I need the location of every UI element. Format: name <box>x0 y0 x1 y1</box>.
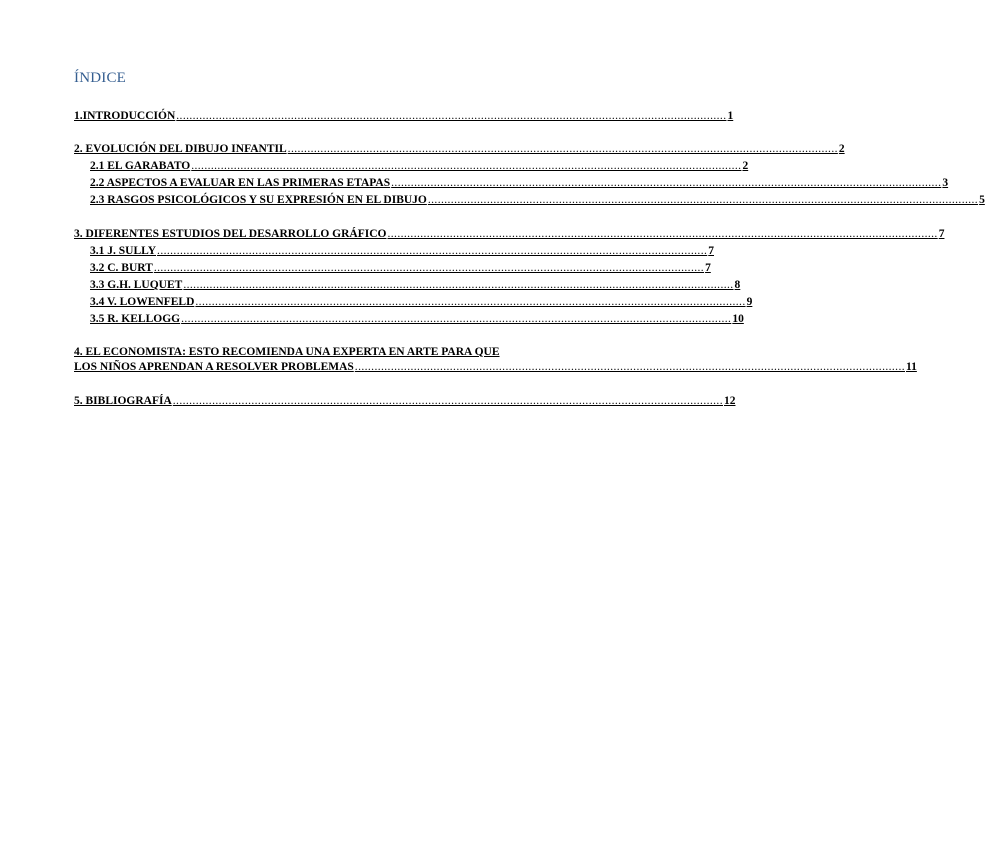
toc-entry-lowenfeld[interactable] <box>90 295 753 309</box>
toc-entry-label-line1: 4. EL ECONOMISTA: ESTO RECOMIENDA UNA EXPERTA EN ARTE PARA QUE <box>74 346 500 358</box>
toc-entry-label: 2.1 EL GARABATO <box>90 160 191 172</box>
dot-leader: ........................................................................................................................................................................ <box>172 395 723 407</box>
toc-page-number: 7 <box>705 262 711 274</box>
toc-entry-kellogg[interactable] <box>90 312 744 326</box>
toc-entry-sully[interactable] <box>90 244 714 258</box>
toc-entry-label: 3.5 R. KELLOGG <box>90 313 181 325</box>
toc-entry-diferentes-estudios[interactable] <box>74 227 945 241</box>
toc-entry-luquet[interactable] <box>90 278 741 292</box>
toc-entry-label: 3.2 C. BURT <box>90 262 153 274</box>
dot-leader: ........................................................................................................................................................................ <box>176 110 727 122</box>
toc-entry-label: 3. DIFERENTES ESTUDIOS DEL DESARROLLO GRÁFICO <box>74 228 387 240</box>
toc-entry-label: 2.2 ASPECTOS A EVALUAR EN LAS PRIMERAS ETAPAS <box>90 177 391 189</box>
toc-page-number: 5 <box>979 194 985 206</box>
toc-entry-label: 5. BIBLIOGRAFÍA <box>74 395 172 407</box>
toc-entry-label: 3.1 J. SULLY <box>90 245 157 257</box>
dot-leader: ........................................................................................................................................................................ <box>195 296 746 308</box>
toc-entry-label: 1.INTRODUCCIÓN <box>74 110 176 122</box>
toc-page-number: 12 <box>723 395 736 407</box>
toc-page-number: 8 <box>734 279 741 291</box>
toc-entry-garabato[interactable] <box>90 159 749 173</box>
toc-entry-rasgos[interactable] <box>90 193 985 207</box>
toc-entry-economista[interactable] <box>74 345 917 375</box>
toc-page-number: 1 <box>727 110 734 122</box>
toc-entry-label: 2.3 RASGOS PSICOLÓGICOS Y SU EXPRESIÓN EN EL DIBUJO <box>90 194 427 206</box>
dot-leader: ........................................................................................................................................................................ <box>354 361 905 373</box>
dot-leader: ........................................................................................................................................................................ <box>181 313 732 325</box>
toc-page-number: 9 <box>746 296 753 308</box>
toc-page-number: 2 <box>742 160 749 172</box>
toc-entry-label: 3.4 V. LOWENFELD <box>90 296 195 308</box>
toc-entry-bibliografia[interactable] <box>74 394 736 408</box>
toc-page-number: 11 <box>906 361 917 373</box>
dot-leader: ........................................................................................................................................................................ <box>191 160 742 172</box>
toc-page-number: 7 <box>938 228 945 240</box>
dot-leader: ........................................................................................................................................................................ <box>157 245 708 257</box>
toc-entry-label: 2. EVOLUCIÓN DEL DIBUJO INFANTIL <box>74 143 287 155</box>
toc-page-number: 2 <box>838 143 845 155</box>
toc-entry-label: 3.3 G.H. LUQUET <box>90 279 183 291</box>
toc-entry-introduccion[interactable] <box>74 109 734 123</box>
toc-page-number: 3 <box>942 177 949 189</box>
toc-page-number: 10 <box>732 313 744 325</box>
dot-leader: ........................................................................................................................................................................ <box>183 279 734 291</box>
toc-entry-burt[interactable] <box>90 261 711 275</box>
toc-page-number: 7 <box>708 245 714 257</box>
dot-leader: ........................................................................................................................................................................ <box>153 262 705 274</box>
toc-entry-evolucion[interactable] <box>74 142 845 156</box>
toc-entry-aspectos[interactable] <box>90 176 949 190</box>
toc-title: ÍNDICE <box>74 70 127 86</box>
dot-leader: ........................................................................................................................................................................ <box>427 194 979 206</box>
dot-leader: ........................................................................................................................................................................ <box>387 228 938 240</box>
dot-leader: ........................................................................................................................................................................ <box>287 143 838 155</box>
toc-entry-label-line2: LOS NIÑOS APRENDAN A RESOLVER PROBLEMAS <box>74 361 354 373</box>
dot-leader: ........................................................................................................................................................................ <box>391 177 942 189</box>
